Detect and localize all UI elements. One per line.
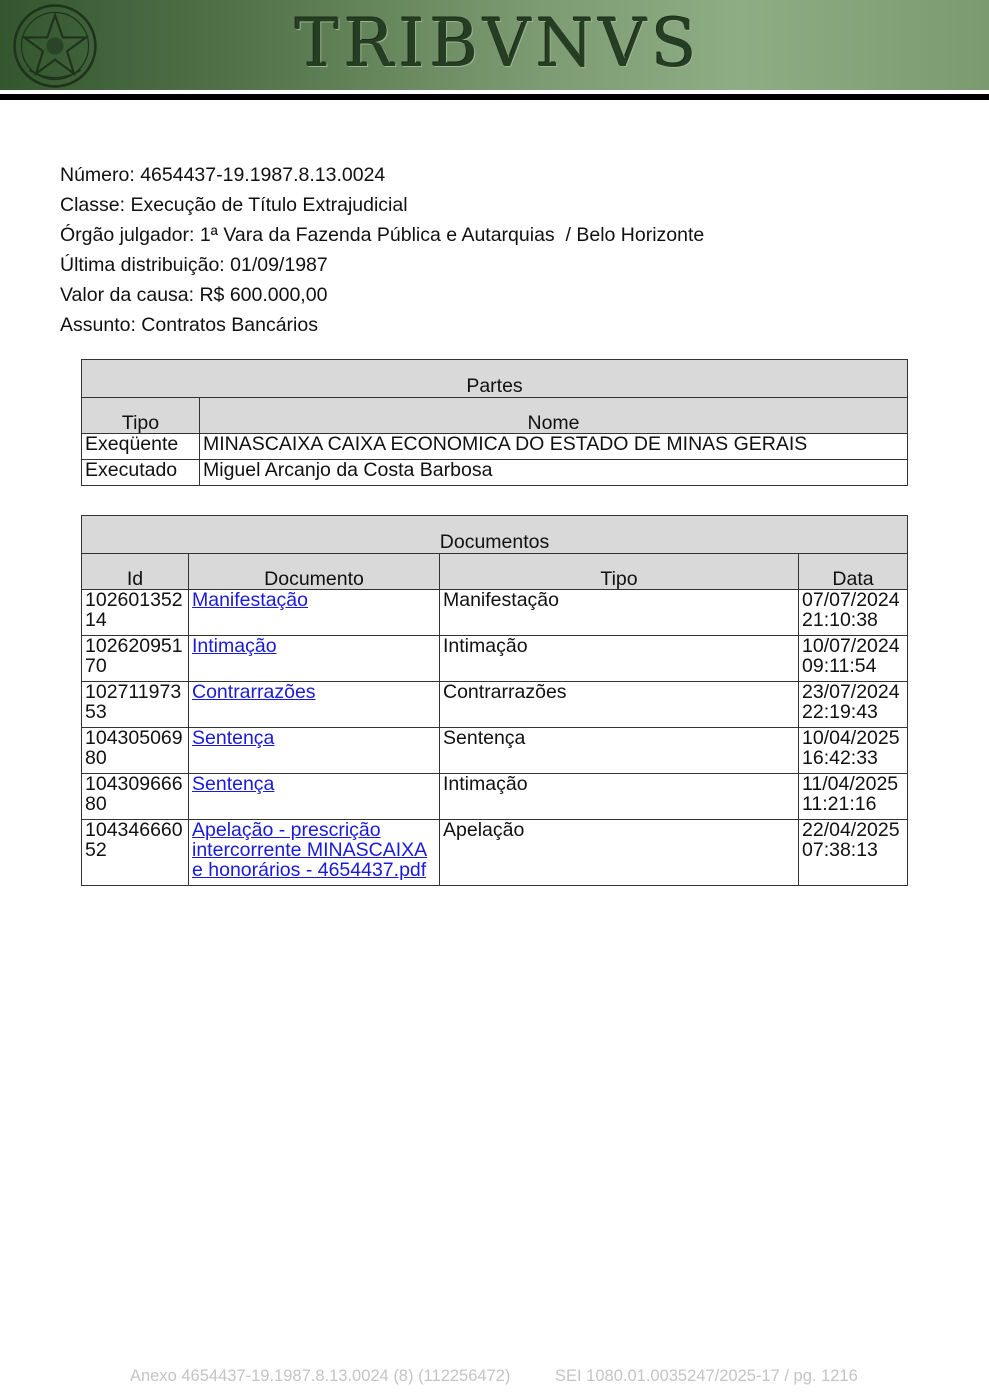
- parties-header-row: [82, 398, 908, 434]
- column-header-data: Data: [799, 554, 908, 590]
- table-row: [82, 460, 908, 486]
- document-id: 10430966680: [82, 774, 189, 820]
- column-header-tipo: Tipo: [440, 554, 799, 590]
- party-type: Executado: [82, 460, 200, 486]
- table-row: [82, 774, 908, 820]
- table-row: [82, 636, 908, 682]
- document-id: 10260135214: [82, 590, 189, 636]
- table-row: [82, 590, 908, 636]
- documents-caption-row: [82, 516, 908, 554]
- documents-caption: Documentos: [82, 516, 908, 554]
- column-header-nome: Nome: [200, 398, 908, 434]
- document-date: 10/07/2024 09:11:54: [799, 636, 908, 682]
- document-type: Intimação: [440, 636, 799, 682]
- document-link[interactable]: Contrarrazões: [192, 681, 316, 703]
- parties-caption-row: [82, 360, 908, 398]
- parties-caption: Partes: [82, 360, 908, 398]
- document-type: Apelação: [440, 820, 799, 886]
- document-link[interactable]: Manifestação: [192, 589, 308, 611]
- document-type: Intimação: [440, 774, 799, 820]
- table-row: [82, 682, 908, 728]
- document-type: Sentença: [440, 728, 799, 774]
- header-banner: [0, 0, 989, 90]
- document-link[interactable]: Intimação: [192, 635, 277, 657]
- document-date: 23/07/2024 22:19:43: [799, 682, 908, 728]
- document-id: 10271197353: [82, 682, 189, 728]
- document-type: Contrarrazões: [440, 682, 799, 728]
- document-date: 22/04/2025 07:38:13: [799, 820, 908, 886]
- document-id: 10430506980: [82, 728, 189, 774]
- judging-body: Órgão julgador: 1ª Vara da Fazenda Pública e Autarquias / Belo Horizonte: [60, 224, 705, 246]
- party-name: Miguel Arcanjo da Costa Barbosa: [200, 460, 908, 486]
- party-type: Exeqüente: [82, 434, 200, 460]
- party-name: MINASCAIXA CAIXA ECONOMICA DO ESTADO DE MINAS GERAIS: [200, 434, 908, 460]
- document-date: 11/04/2025 11:21:16: [799, 774, 908, 820]
- footer-sei-page: SEI 1080.01.0035247/2025-17 / pg. 1216: [555, 1367, 858, 1385]
- table-row: [82, 728, 908, 774]
- case-subject: Assunto: Contratos Bancários: [60, 314, 318, 336]
- document-id: 10434666052: [82, 820, 189, 886]
- case-value: Valor da causa: R$ 600.000,00: [60, 284, 328, 306]
- footer-annex: Anexo 4654437-19.1987.8.13.0024 (8) (112256472): [130, 1367, 511, 1385]
- document-link[interactable]: Sentença: [192, 773, 275, 795]
- table-row: [82, 820, 908, 886]
- document-link[interactable]: Sentença: [192, 727, 275, 749]
- process-metadata: [60, 160, 704, 340]
- banner-title: TRIBVNVS: [295, 5, 702, 82]
- table-row: [82, 434, 908, 460]
- parties-table: [81, 359, 908, 486]
- document-date: 10/04/2025 16:42:33: [799, 728, 908, 774]
- last-distribution: Última distribuição: 01/09/1987: [60, 254, 328, 276]
- document-type: Manifestação: [440, 590, 799, 636]
- column-header-id: Id: [82, 554, 189, 590]
- process-number: Número: 4654437-19.1987.8.13.0024: [60, 164, 386, 186]
- process-class: Classe: Execução de Título Extrajudicial: [60, 194, 408, 216]
- document-date: 07/07/2024 21:10:38: [799, 590, 908, 636]
- document-link[interactable]: Apelação - prescrição intercorrente MINASCAIXA e honorários - 4654437.pdf: [192, 819, 428, 881]
- state-seal-logo: [12, 3, 98, 89]
- column-header-tipo: Tipo: [82, 398, 200, 434]
- document-id: 10262095170: [82, 636, 189, 682]
- documents-header-row: [82, 554, 908, 590]
- column-header-documento: Documento: [189, 554, 440, 590]
- documents-table: [81, 515, 908, 886]
- header-rule-black: [0, 94, 989, 100]
